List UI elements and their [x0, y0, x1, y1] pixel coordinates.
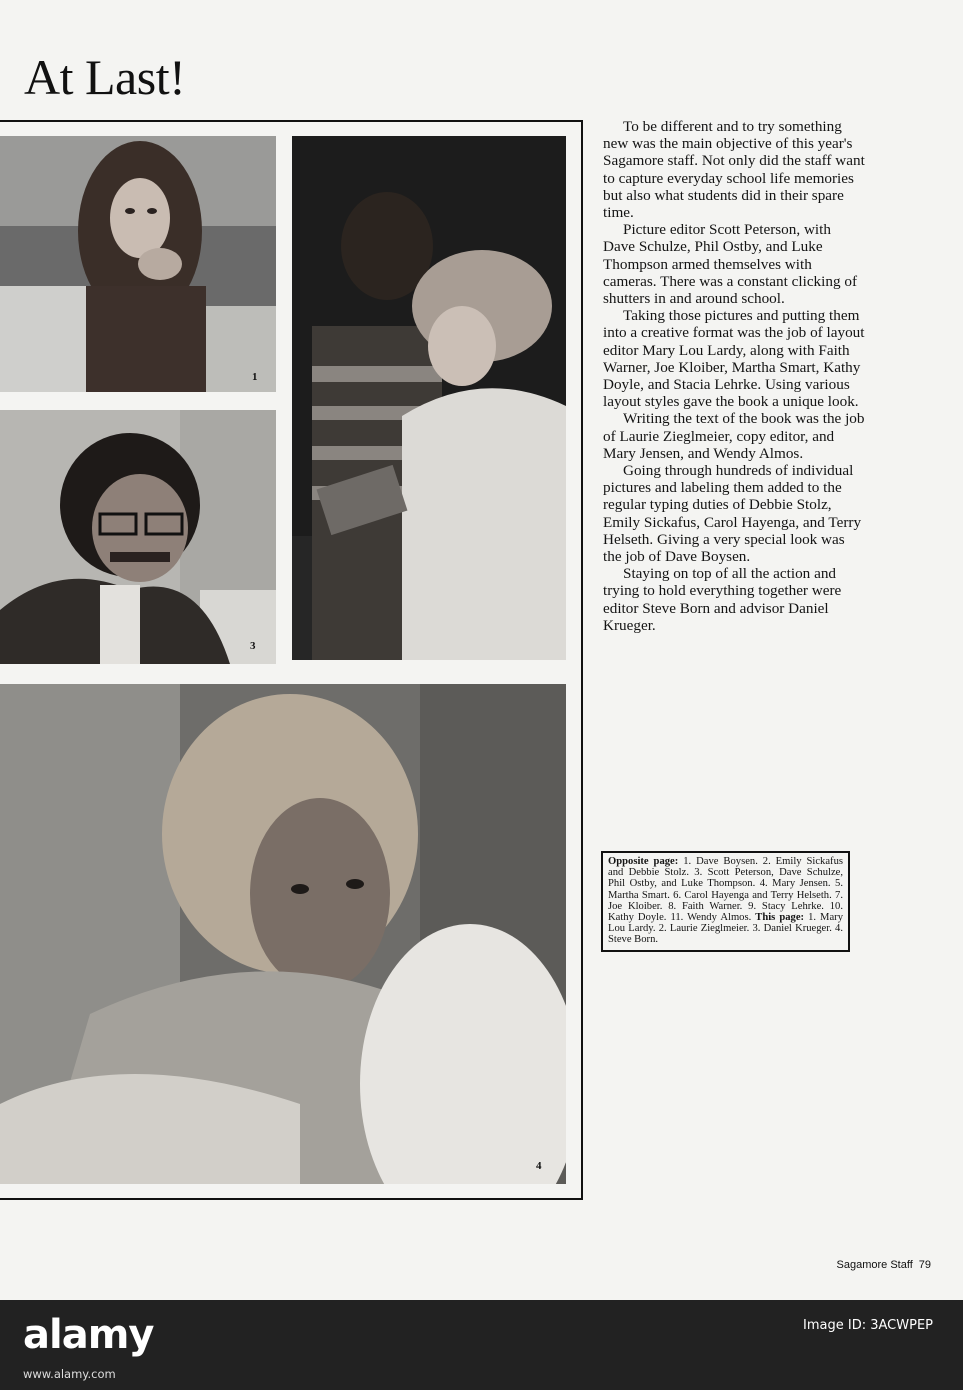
photo-caption-box [601, 851, 850, 952]
caption-this-label: This page: [755, 912, 805, 924]
photo-1-number: 1 [252, 371, 258, 383]
watermark-image-id: Image ID: 3ACWPEP [803, 1318, 933, 1333]
photo-2-image [292, 136, 566, 660]
article-paragraph: Staying on top of all the action and trying to hold everything together were editor Steve Born and advisor Daniel Krueger. [603, 565, 842, 634]
photo-3-number: 3 [250, 640, 256, 652]
watermark-url: www.alamy.com [23, 1367, 116, 1381]
page-headline: At Last! [24, 49, 186, 105]
article-paragraph: To be different and to try something new was the main objective of this year's Sagamore staff. Not only did the staff want to capture everyday school life memories but also what students did in their spare time. [603, 118, 865, 222]
watermark-logo: alamy [23, 1312, 154, 1358]
photo-1-image [0, 136, 276, 392]
page-folio [837, 1259, 931, 1271]
folio-page-number: 79 [918, 1259, 931, 1271]
article-paragraph: Going through hundreds of individual pictures and labeling them added to the regular typing duties of Debbie Stolz, Emily Sickafus, Carol Hayenga, and Terry Helseth. Giving a very special look was the job of Dave Boysen. [603, 462, 862, 566]
photo-4-number: 4 [536, 1160, 542, 1172]
article-paragraph: Picture editor Scott Peterson, with Dave Schulze, Phil Ostby, and Luke Thompson armed themselves with cameras. There was a constant clicking of shutters in and around school. [603, 221, 858, 308]
photo-3 [0, 410, 276, 664]
article-paragraph: Taking those pictures and putting them into a creative format was the job of layout editor Mary Lou Lardy, along with Faith Warner, Joe Kloiber, Martha Smart, Kathy Doyle, and Stacia Lehrke. Using various layout styles gave the book a unique look. [603, 307, 865, 411]
article-body [603, 118, 865, 634]
photo-4 [0, 684, 566, 1184]
caption-opposite-label: Opposite page: [608, 856, 679, 867]
photo-1 [0, 136, 276, 392]
watermark-footer [0, 1300, 963, 1390]
photo-4-image [0, 684, 566, 1184]
photo-2 [292, 136, 566, 660]
caption-opposite-text: 1. Dave Boysen. 2. Emily Sickafus and Debbie Stolz. 3. Scott Peterson, Dave Schulze, Phil Ostby, and Luke Thompson. 4. Mary Jensen. 5. Martha Smart. 6. Carol Hayenga and Terry Helseth. 7. Joe Kloiber. 8. Faith Warner. 9. Stacy Lehrke. 10. Kathy Doyle. 11. Wendy Almos. [608, 856, 843, 924]
article-paragraph: Writing the text of the book was the job of Laurie Zieglmeier, copy editor, and Mary Jensen, and Wendy Almos. [603, 410, 865, 462]
caption-this-text: 1. Mary Lou Lardy. 2. Laurie Zieglmeier. 3. Daniel Krueger. 4. Steve Born. [608, 912, 843, 946]
folio-section: Sagamore Staff [836, 1259, 913, 1271]
photo-3-image [0, 410, 276, 664]
